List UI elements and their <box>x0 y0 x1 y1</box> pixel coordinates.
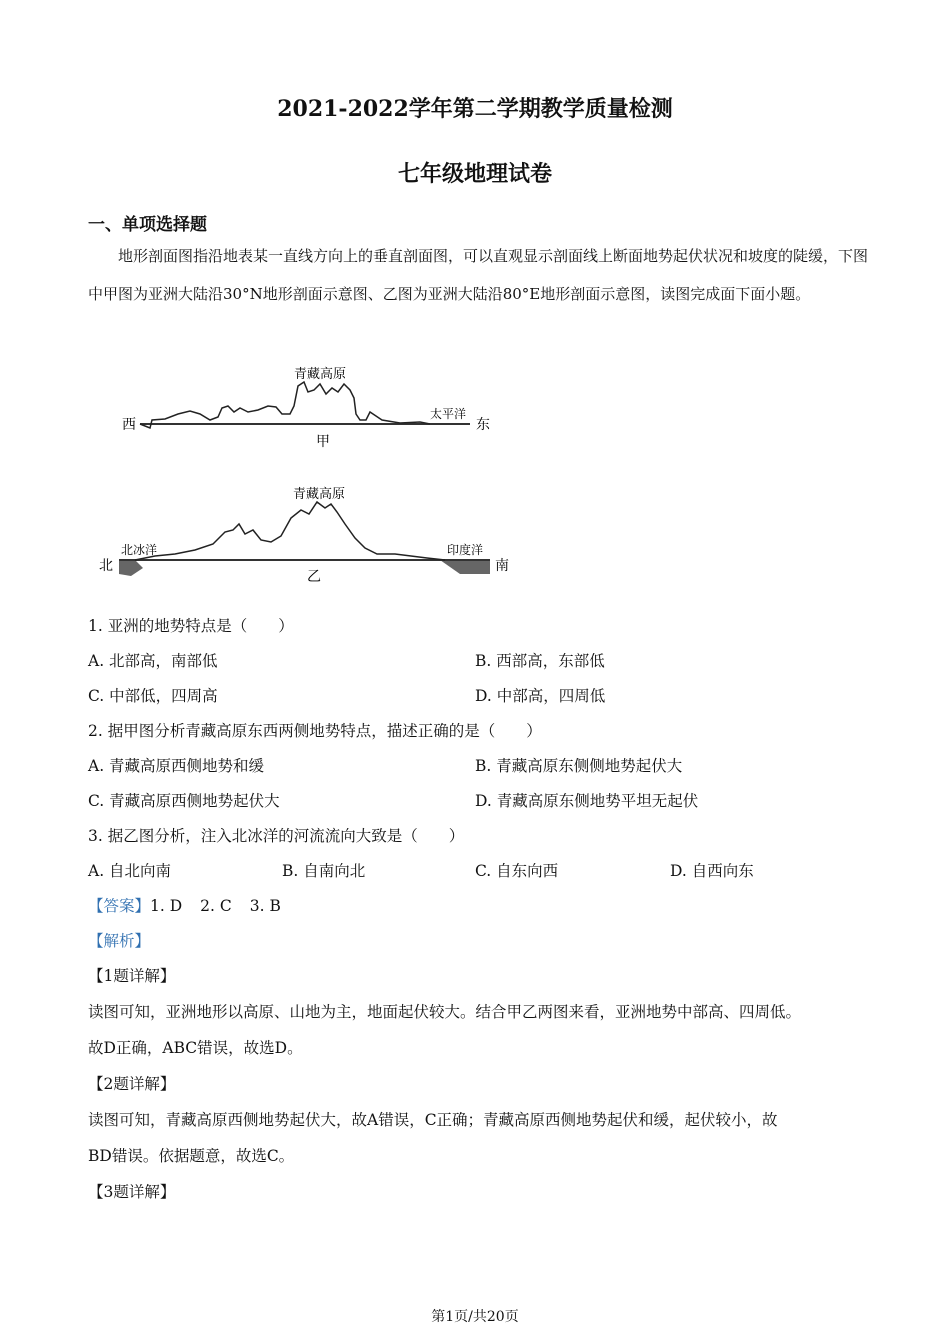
east-label: 东 <box>476 417 490 433</box>
question-3-stem: 3. 据乙图分析，注入北冰洋的河流流向大致是（ ） <box>88 827 465 845</box>
arctic-label: 北冰洋 <box>121 543 158 557</box>
q1-option-d: D. 中部高，四周低 <box>475 687 606 705</box>
answer-line <box>88 894 299 916</box>
detail-2-text-2: BD错误。依据题意，故选C。 <box>88 1147 295 1165</box>
caption-yi: 乙 <box>307 569 321 584</box>
figure-yi <box>95 484 515 584</box>
caption-jia: 甲 <box>316 434 330 450</box>
q2-option-b: B. 青藏高原东侧侧地势起伏大 <box>475 757 683 775</box>
detail-3-label: 【3题详解】 <box>88 1183 176 1201</box>
figure-jia <box>110 362 500 452</box>
detail-2-text-1: 读图可知，青藏高原西侧地势起伏大，故A错误，C正确；青藏高原西侧地势起伏和缓，起伏较小，故 <box>88 1111 778 1129</box>
answer-label: 【答案】 <box>88 897 151 915</box>
title-line-1: 2021-2022学年第二学期教学质量检测 <box>277 96 673 122</box>
north-label: 北 <box>99 558 113 574</box>
q2-option-a: A. 青藏高原西侧地势和缓 <box>88 757 265 775</box>
indian-label: 印度洋 <box>447 543 484 557</box>
peak-label: 青藏高原 <box>293 487 346 502</box>
page-footer: 第1页/共20页 <box>431 1309 519 1325</box>
question-1-stem: 1. 亚洲的地势特点是（ ） <box>88 617 294 635</box>
detail-1-text-2: 故D正确，ABC错误，故选D。 <box>88 1039 303 1057</box>
q3-option-d: D. 自西向东 <box>670 862 754 880</box>
indian-shading <box>440 560 490 574</box>
west-label: 西 <box>122 417 136 433</box>
analysis-label: 【解析】 <box>88 932 151 950</box>
answer-3: 3. B <box>249 897 281 915</box>
q1-option-b: B. 西部高，东部低 <box>475 652 605 670</box>
question-2-stem: 2. 据甲图分析青藏高原东西两侧地势特点，描述正确的是（ ） <box>88 722 542 740</box>
title-line-2: 七年级地理试卷 <box>397 161 552 187</box>
q3-option-b: B. 自南向北 <box>282 862 366 880</box>
q1-option-c: C. 中部低，四周高 <box>88 687 218 705</box>
arctic-shading <box>119 560 143 576</box>
answer-1: 1. D <box>150 897 183 915</box>
detail-1-text-1: 读图可知，亚洲地形以高原、山地为主，地面起伏较大。结合甲乙两图来看，亚洲地势中部高、四周低。 <box>88 1003 802 1021</box>
terrain-profile <box>140 382 430 428</box>
intro-paragraph: 地形剖面图指沿地表某一直线方向上的垂直剖面图，可以直观显示剖面线上断面地势起伏状况和坡度的陡缓，下图中甲图为亚洲大陆沿30°N地形剖面示意图、乙图为亚洲大陆沿80°E地形剖面示意图，读图完成面下面小题。 <box>88 247 869 303</box>
q3-option-a: A. 自北向南 <box>88 862 172 880</box>
terrain-profile <box>135 502 445 560</box>
q2-option-c: C. 青藏高原西侧地势起伏大 <box>88 792 280 810</box>
q2-option-d: D. 青藏高原东侧地势平坦无起伏 <box>475 792 699 810</box>
q3-option-c: C. 自东向西 <box>475 862 559 880</box>
section-heading: 一、单项选择题 <box>88 215 207 235</box>
ocean-label: 太平洋 <box>430 407 467 421</box>
answer-2: 2. C <box>200 897 232 915</box>
detail-1-label: 【1题详解】 <box>88 967 176 985</box>
south-label: 南 <box>495 558 509 574</box>
detail-2-label: 【2题详解】 <box>88 1075 176 1093</box>
q1-option-a: A. 北部高，南部低 <box>88 652 218 670</box>
peak-label: 青藏高原 <box>294 367 347 382</box>
